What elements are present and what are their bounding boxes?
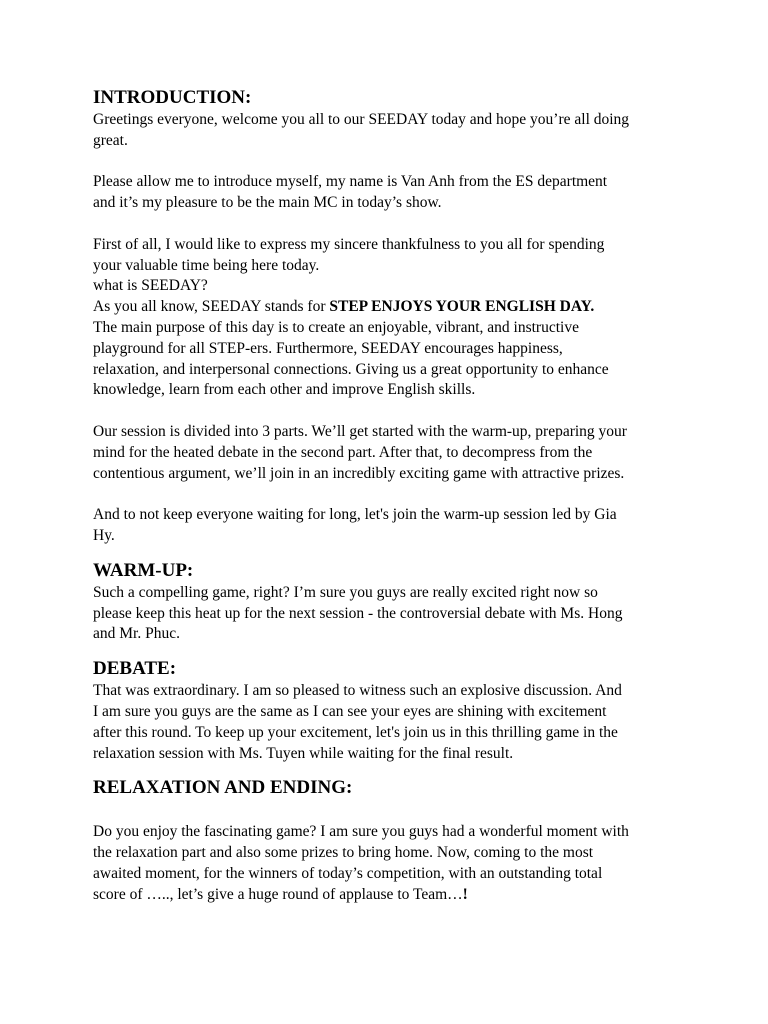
seeday-acronym-text: STEP ENJOYS YOUR ENGLISH DAY. [329,298,595,316]
ending-text: Do you enjoy the fascinating game? I am sure you guys had a wonderful moment with the relaxation part and also some prizes to bring home. Now, coming to the most awaited moment, for the winners of today’s competition, with an outstanding total score of ….., let’s give a huge round of applause to Team… [93,823,629,903]
spacer [93,214,693,235]
intro-session-paragraph: Our session is divided into 3 parts. We’ll get started with the warm-up, preparing your mind for the heated debate in the second part. After that, to decompress from the contentious argument, we’ll join in an incredibly exciting game with attractive prizes. [93,422,627,482]
spacer [93,764,693,776]
spacer [93,800,693,822]
intro-thanks-paragraph: First of all, I would like to express my sincere thankfulness to you all for spending your valuable time being here today. [93,235,605,274]
spacer [93,547,693,559]
intro-seeday-line [93,297,693,318]
debate-heading: DEBATE: [93,658,177,680]
spacer [93,484,693,505]
intro-purpose-paragraph: The main purpose of this day is to create an enjoyable, vibrant, and instructive playground for all STEP-ers. Furthermore, SEEDAY encourages happiness, relaxation, and interpersonal connections. Giving us a great opportunity to enhance knowledge, learn from each other and improve English skills. [93,318,609,399]
seeday-prefix-text: As you all know, SEEDAY stands for [93,298,330,316]
intro-self-paragraph: Please allow me to introduce myself, my name is Van Anh from the ES department and it’s my pleasure to be the main MC in today’s show. [93,173,608,212]
warmup-heading: WARM-UP: [93,559,194,581]
warmup-paragraph: Such a compelling game, right? I’m sure you guys are really excited right now so please keep this heat up for the next session - the controversial debate with Ms. Hong and Mr. Phuc. [93,583,623,643]
spacer [93,152,693,173]
spacer [93,645,693,657]
ending-exclamation: ! [462,885,468,903]
intro-greeting-paragraph: Greetings everyone, welcome you all to our SEEDAY today and hope you’re all doing great. [93,111,630,149]
introduction-heading: INTRODUCTION: [93,87,252,108]
spacer [93,401,693,422]
intro-warmup-lead-paragraph: And to not keep everyone waiting for long, let's join the warm-up session led by Gia Hy. [93,506,617,544]
debate-paragraph: That was extraordinary. I am so pleased to witness such an explosive discussion. And I am sure you guys are the same as I can see your eyes are shining with excitement after this round. To keep up your excitement, let's join us in this thrilling game in the relaxation session with Ms. Tuyen while waiting for the final result. [93,682,622,762]
intro-question-line: what is SEEDAY? [93,277,208,295]
document-page [93,86,693,906]
ending-heading: RELAXATION AND ENDING: [93,777,353,799]
ending-paragraph [93,822,693,905]
